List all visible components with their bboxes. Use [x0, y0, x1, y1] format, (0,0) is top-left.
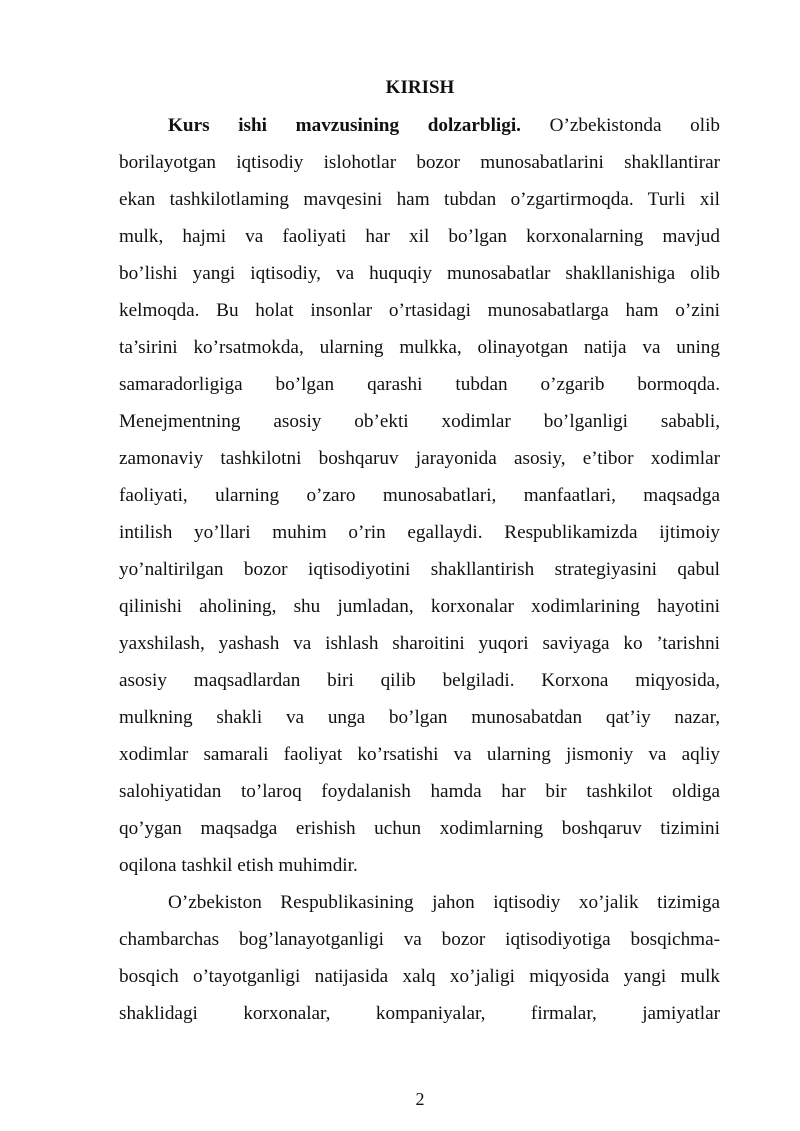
- section-heading: KIRISH: [385, 77, 455, 98]
- paragraph-1-line-18: xodimlar samarali faoliyat ko’rsatishi va ularning jismoniy va aqliy: [119, 744, 720, 765]
- paragraph-2-line-3: bosqich o’tayotganligi natijasida xalq xo’jaligi miqyosida yangi mulk: [119, 966, 720, 987]
- paragraph-2-line-2: chambarchas bog’lanayotganligi va bozor iqtisodiyotiga bosqichma-: [119, 929, 720, 950]
- paragraph-1-line-13: yo’naltirilgan bozor iqtisodiyotini shakllantirish strategiyasini qabul: [119, 559, 720, 580]
- paragraph-1-first-line-rest: O’zbekistonda olib: [549, 115, 720, 136]
- paragraph-1-line-16: asosiy maqsadlardan biri qilib belgiladi. Korxona miqyosida,: [119, 670, 720, 691]
- paragraph-1-line-1: [168, 114, 720, 138]
- paragraph-1-line-3: ekan tashkilotlaming mavqesini ham tubdan o’zgartirmoqda. Turli xil: [119, 189, 720, 210]
- paragraph-2-line-4: shaklidagi korxonalar, kompaniyalar, firmalar, jamiyatlar: [119, 1003, 720, 1024]
- paragraph-1-line-17: mulkning shakli va unga bo’lgan munosabatdan qat’iy nazar,: [119, 707, 720, 728]
- paragraph-1-line-9: Menejmentning asosiy ob’ekti xodimlar bo’lganligi sababli,: [119, 411, 720, 432]
- paragraph-1-line-20: qo’ygan maqsadga erishish uchun xodimlarning boshqaruv tizimini: [119, 818, 720, 839]
- paragraph-1-line-5: bo’lishi yangi iqtisodiy, va huquqiy munosabatlar shakllanishiga olib: [119, 263, 720, 284]
- paragraph-1-bold-lead: Kurs ishi mavzusining dolzarbligi.: [168, 115, 521, 136]
- paragraph-1-line-8: samaradorligiga bo’lgan qarashi tubdan o’zgarib bormoqda.: [119, 374, 720, 395]
- paragraph-1-line-15: yaxshilash, yashash va ishlash sharoitini yuqori saviyaga ko ’tarishni: [119, 633, 720, 654]
- paragraph-1-line-6: kelmoqda. Bu holat insonlar o’rtasidagi munosabatlarga ham o’zini: [119, 300, 720, 321]
- paragraph-1-line-12: intilish yo’llari muhim o’rin egallaydi. Respublikamizda ijtimoiy: [119, 522, 720, 543]
- paragraph-2-line-1: O’zbekiston Respublikasining jahon iqtisodiy xo’jalik tizimiga: [168, 892, 720, 913]
- paragraph-1-line-14: qilinishi aholining, shu jumladan, korxonalar xodimlarining hayotini: [119, 596, 720, 617]
- paragraph-1-line-4: mulk, hajmi va faoliyati har xil bo’lgan korxonalarning mavjud: [119, 226, 720, 247]
- paragraph-1-line-2: borilayotgan iqtisodiy islohotlar bozor munosabatlarini shakllantirar: [119, 152, 720, 173]
- paragraph-1-line-11: faoliyati, ularning o’zaro munosabatlari, manfaatlari, maqsadga: [119, 485, 720, 506]
- paragraph-1-line-7: ta’sirini ko’rsatmokda, ularning mulkka, olinayotgan natija va uning: [119, 337, 720, 358]
- paragraph-1-line-19: salohiyatidan to’laroq foydalanish hamda har bir tashkilot oldiga: [119, 781, 720, 802]
- paragraph-1-line-10: zamonaviy tashkilotni boshqaruv jarayonida asosiy, e’tibor xodimlar: [119, 448, 720, 469]
- page-number: 2: [415, 1089, 425, 1109]
- paragraph-1-line-21: oqilona tashkil etish muhimdir.: [119, 855, 358, 876]
